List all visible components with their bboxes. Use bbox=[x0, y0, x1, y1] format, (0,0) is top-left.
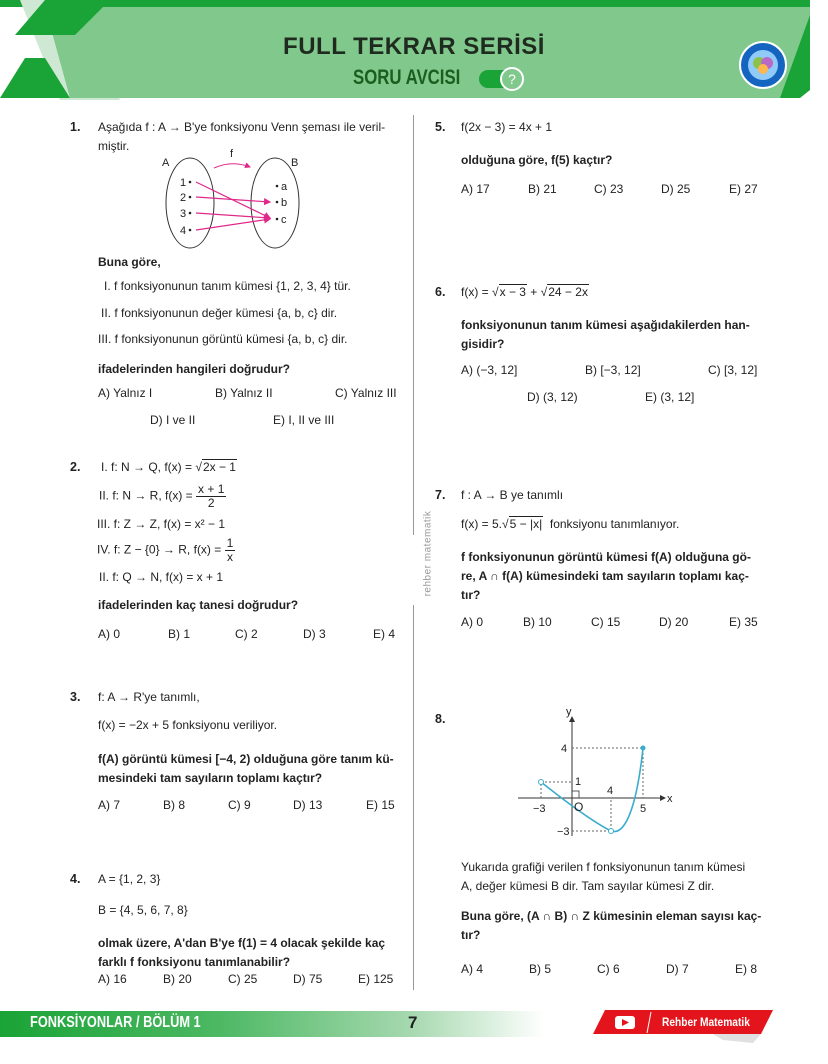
option-b[interactable]: B) 1 bbox=[168, 627, 191, 641]
question-text: Aşağıda f : A → B'ye fonksiyonu Venn şeması ile veril- bbox=[98, 120, 386, 134]
option-d[interactable]: D) 13 bbox=[293, 798, 323, 812]
question-prompt: gisidir? bbox=[461, 337, 505, 351]
tick-label: 5 bbox=[640, 803, 647, 815]
option-e[interactable]: E) 35 bbox=[729, 615, 758, 629]
svg-text:b: b bbox=[281, 197, 288, 209]
option-b[interactable]: B) 10 bbox=[523, 615, 552, 629]
option-a[interactable]: A) 4 bbox=[461, 962, 484, 976]
page-title: FULL TEKRAR SERİSİ bbox=[283, 33, 545, 60]
page-subtitle: SORU AVCISI bbox=[353, 66, 461, 89]
option-e[interactable]: E) 8 bbox=[735, 962, 758, 976]
question-number: 3. bbox=[70, 690, 81, 704]
option-b[interactable]: B) [−3, 12] bbox=[585, 363, 641, 377]
option-e[interactable]: E) 15 bbox=[366, 798, 395, 812]
question-number: 4. bbox=[70, 872, 81, 886]
svg-text:c: c bbox=[281, 214, 287, 226]
question-prompt: Buna göre, (A ∩ B) ∩ Z kümesinin eleman sayısı kaç- bbox=[461, 909, 762, 923]
column-divider bbox=[413, 605, 414, 990]
question-prompt: f fonksiyonunun görüntü kümesi f(A) olduğuna gö- bbox=[461, 550, 751, 564]
y-axis-label: y bbox=[566, 706, 572, 718]
statement: IV. f: Z − {0} → R, f(x) = $\frac{1}{x}$ bbox=[97, 536, 234, 564]
open-endpoint bbox=[539, 780, 544, 785]
question-prompt: tır? bbox=[461, 928, 481, 942]
svg-text:2: 2 bbox=[180, 192, 187, 204]
option-a[interactable]: A) 17 bbox=[461, 182, 490, 196]
question-text: B = {4, 5, 6, 7, 8} bbox=[98, 903, 188, 917]
option-a[interactable]: A) 0 bbox=[98, 627, 121, 641]
option-c[interactable]: C) 2 bbox=[235, 627, 258, 641]
origin-label: O bbox=[574, 800, 584, 814]
option-e[interactable]: E) 125 bbox=[358, 972, 394, 986]
question-text: A = {1, 2, 3} bbox=[98, 872, 161, 886]
side-watermark: rehber matematik bbox=[422, 510, 434, 597]
statement: II. f fonksiyonunun değer kümesi {a, b, c} dir. bbox=[101, 306, 338, 320]
question-prompt: olmak üzere, A'dan B'ye f(1) = 4 olacak şekilde kaç bbox=[98, 936, 386, 950]
page-number: 7 bbox=[408, 1013, 418, 1032]
question-text: A, değer kümesi B dir. Tam sayılar kümesi Z dir. bbox=[461, 879, 715, 893]
option-d[interactable]: D) (3, 12) bbox=[527, 390, 578, 404]
svg-text:a: a bbox=[281, 181, 288, 193]
option-b[interactable]: B) 21 bbox=[528, 182, 557, 196]
tick-label: −3 bbox=[557, 826, 570, 838]
option-d[interactable]: D) 20 bbox=[659, 615, 689, 629]
option-a[interactable]: A) 16 bbox=[98, 972, 127, 986]
option-b[interactable]: B) 5 bbox=[529, 962, 552, 976]
svg-text:?: ? bbox=[508, 71, 516, 87]
option-c[interactable]: C) Yalnız III bbox=[335, 386, 397, 400]
option-c[interactable]: C) 25 bbox=[228, 972, 258, 986]
closed-endpoint bbox=[641, 746, 646, 751]
option-a[interactable]: A) (−3, 12] bbox=[461, 363, 518, 377]
question-prompt: f(A) görüntü kümesi [−4, 2) olduğuna göre tanım kü- bbox=[98, 752, 394, 766]
question-text: f(x) = 5.√5 − |x| fonksiyonu tanımlanıyor. bbox=[461, 517, 680, 531]
option-b[interactable]: B) 20 bbox=[163, 972, 192, 986]
option-d[interactable]: D) 25 bbox=[661, 182, 691, 196]
option-d[interactable]: D) I ve II bbox=[150, 413, 196, 427]
option-c[interactable]: C) 9 bbox=[228, 798, 251, 812]
set-b-label: B bbox=[291, 157, 299, 169]
option-e[interactable]: E) I, II ve III bbox=[273, 413, 335, 427]
question-text: f: A → R'ye tanımlı, bbox=[98, 690, 200, 704]
question-prompt: fonksiyonunun tanım kümesi aşağıdakilerden han- bbox=[461, 318, 750, 332]
function-label: f bbox=[230, 148, 234, 160]
option-c[interactable]: C) 23 bbox=[594, 182, 624, 196]
channel-name[interactable]: Rehber Matematik bbox=[662, 1015, 750, 1029]
question-prompt: farklı f fonksiyonu tanımlanabilir? bbox=[98, 955, 291, 969]
question-prompt: re, A ∩ f(A) kümesindeki tam sayıların toplamı kaç- bbox=[461, 569, 749, 583]
option-c[interactable]: C) 15 bbox=[591, 615, 621, 629]
statement: I. f: N → Q, f(x) = √2x − 1 bbox=[101, 460, 236, 474]
statement: II. f: N → R, f(x) = $\frac{x + 1}{2}$ bbox=[99, 482, 225, 510]
question-prompt: ifadelerinden kaç tanesi doğrudur? bbox=[98, 598, 299, 612]
option-e[interactable]: E) (3, 12] bbox=[645, 390, 695, 404]
statement: III. f: Z → Z, f(x) = x² − 1 bbox=[97, 517, 226, 531]
statement: III. f fonksiyonunun görüntü kümesi {a, b, c} dir. bbox=[98, 332, 348, 346]
question-number: 1. bbox=[70, 120, 81, 134]
question-text: Yukarıda grafiği verilen f fonksiyonunun tanım kümesi bbox=[461, 860, 746, 874]
svg-text:4: 4 bbox=[180, 225, 187, 237]
question-number: 2. bbox=[70, 460, 81, 474]
svg-text:3: 3 bbox=[180, 208, 187, 220]
function-graph bbox=[500, 705, 700, 840]
question-number: 8. bbox=[435, 712, 446, 726]
column-divider bbox=[413, 115, 414, 535]
venn-diagram bbox=[150, 140, 320, 250]
question-number: 6. bbox=[435, 285, 446, 299]
option-b[interactable]: B) Yalnız II bbox=[215, 386, 273, 400]
option-b[interactable]: B) 8 bbox=[163, 798, 186, 812]
question-toggle-icon bbox=[478, 66, 528, 92]
question-prompt: tır? bbox=[461, 588, 481, 602]
open-endpoint bbox=[609, 829, 614, 834]
option-d[interactable]: D) 7 bbox=[666, 962, 689, 976]
question-text: f : A → B ye tanımlı bbox=[461, 488, 564, 502]
question-text: f(x) = √x − 3 + √24 − 2x bbox=[461, 285, 588, 299]
footer-section-label: FONKSİYONLAR / BÖLÜM 1 bbox=[30, 1014, 201, 1031]
brand-logo bbox=[738, 40, 788, 90]
x-axis-label: x bbox=[667, 793, 673, 805]
option-c[interactable]: C) [3, 12] bbox=[708, 363, 758, 377]
statement: II. f: Q → N, f(x) = x + 1 bbox=[99, 570, 224, 584]
question-prompt: mesindeki tam sayıların toplamı kaçtır? bbox=[98, 771, 323, 785]
option-e[interactable]: E) 27 bbox=[729, 182, 758, 196]
option-c[interactable]: C) 6 bbox=[597, 962, 620, 976]
option-d[interactable]: D) 3 bbox=[303, 627, 326, 641]
option-a[interactable]: A) 0 bbox=[461, 615, 484, 629]
question-number: 5. bbox=[435, 120, 446, 134]
option-a[interactable]: A) 7 bbox=[98, 798, 121, 812]
question-number: 7. bbox=[435, 488, 446, 502]
question-prompt: olduğuna göre, f(5) kaçtır? bbox=[461, 153, 613, 167]
svg-text:1: 1 bbox=[180, 177, 187, 189]
question-text: f(x) = −2x + 5 fonksiyonu veriliyor. bbox=[98, 718, 278, 732]
question-text: miştir. bbox=[98, 139, 130, 153]
statement: I. f fonksiyonunun tanım kümesi {1, 2, 3, 4} tür. bbox=[104, 279, 351, 293]
set-a-label: A bbox=[162, 157, 170, 169]
option-e[interactable]: E) 4 bbox=[373, 627, 396, 641]
option-d[interactable]: D) 75 bbox=[293, 972, 323, 986]
tick-label: 1 bbox=[575, 776, 582, 788]
tick-label: 4 bbox=[607, 785, 614, 797]
option-a[interactable]: A) Yalnız I bbox=[98, 386, 153, 400]
function-curve bbox=[541, 748, 643, 832]
question-prompt: ifadelerinden hangileri doğrudur? bbox=[98, 362, 291, 376]
question-text: f(2x − 3) = 4x + 1 bbox=[461, 120, 553, 134]
tick-label: 4 bbox=[561, 743, 568, 755]
tick-label: −3 bbox=[533, 803, 546, 815]
question-lead: Buna göre, bbox=[98, 255, 161, 269]
